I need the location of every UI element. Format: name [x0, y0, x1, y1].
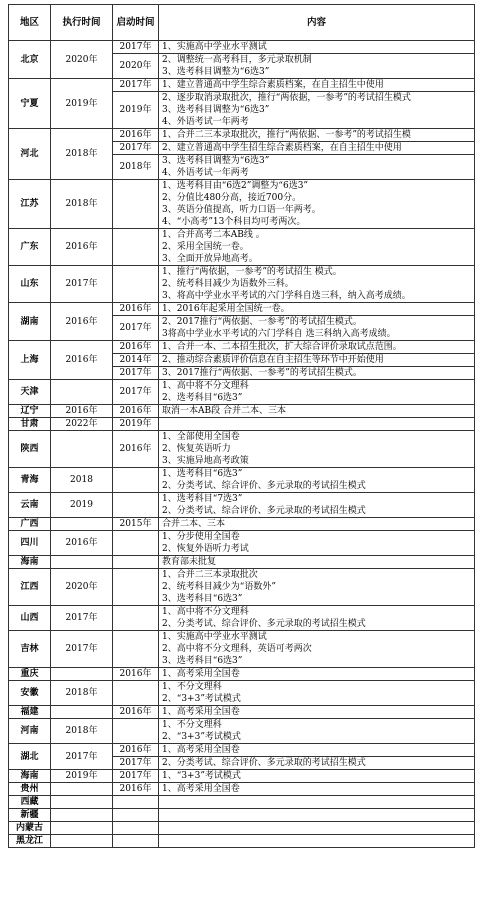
start-year-cell: 2017年 — [113, 142, 159, 155]
content-line: 1、高考采用全国卷 — [162, 784, 240, 794]
content-line: 1、合并高考二本AB线 。 — [162, 230, 265, 240]
content-line: 2、分值比480分高，接近700分。 — [162, 193, 302, 203]
content-cell — [159, 822, 475, 835]
table-row — [9, 41, 475, 54]
content-line — [162, 796, 472, 808]
start-year-cell: 2017年 — [113, 367, 159, 380]
table-row — [9, 822, 475, 835]
content-line: 2、采用全国统一卷。 — [162, 242, 249, 252]
exec-year-cell — [51, 431, 113, 468]
start-year-cell — [113, 631, 159, 668]
start-year-cell — [113, 556, 159, 569]
table-row — [9, 229, 475, 266]
region-cell: 陕西 — [9, 431, 51, 468]
content-cell — [159, 155, 475, 180]
content-line — [162, 835, 472, 847]
start-year-cell: 2020年 — [113, 54, 159, 79]
table-row — [9, 266, 475, 303]
start-year-cell: 2016年 — [113, 405, 159, 418]
region-cell: 辽宁 — [9, 405, 51, 418]
content-line: 1、不分文理科 — [162, 720, 222, 730]
start-year-cell: 2017年 — [113, 41, 159, 54]
exec-year-cell: 2019 — [51, 493, 113, 518]
content-line — [162, 809, 472, 821]
table-row — [9, 770, 475, 783]
table-row — [9, 744, 475, 757]
content-line: 1、选考科目由“6选2”调整为“6选3” — [162, 181, 309, 191]
content-line: 1、高中将不分文理科 — [162, 607, 249, 617]
region-cell: 河北 — [9, 129, 51, 180]
region-cell: 福建 — [9, 706, 51, 719]
content-cell — [159, 266, 475, 303]
region-cell: 西藏 — [9, 796, 51, 809]
header-row — [9, 5, 475, 41]
region-cell: 湖南 — [9, 303, 51, 341]
exec-year-cell: 2018年 — [51, 180, 113, 229]
start-year-cell: 2017年 — [113, 316, 159, 341]
content-line: 1、高中将不分文理科 — [162, 381, 249, 391]
content-line: 2、推动综合素质评价信息在自主招生等环节中开始使用 — [162, 355, 384, 365]
start-year-cell: 2016年 — [113, 744, 159, 757]
region-cell: 青海 — [9, 468, 51, 493]
content-cell — [159, 796, 475, 809]
content-line: 1、不分文理科 — [162, 682, 222, 692]
region-cell: 云南 — [9, 493, 51, 518]
region-cell: 安徽 — [9, 681, 51, 706]
content-line: 3、2017推行“两依据、一参考”的考试招生模式。 — [162, 368, 362, 378]
table-row — [9, 418, 475, 431]
content-line: 2、调整统一高考科目，多元录取机制 — [162, 55, 312, 65]
exec-year-cell: 2016年 — [51, 229, 113, 266]
content-cell — [159, 606, 475, 631]
region-cell: 北京 — [9, 41, 51, 79]
content-line — [162, 418, 472, 430]
content-line: 2、分类考试、综合评价、多元录取的考试招生模式 — [162, 758, 366, 768]
start-year-cell: 2016年 — [113, 783, 159, 796]
content-cell — [159, 706, 475, 719]
region-cell: 江西 — [9, 569, 51, 606]
content-cell — [159, 569, 475, 606]
exec-year-cell: 2017年 — [51, 606, 113, 631]
content-line: 1、选考科目“6选3” — [162, 469, 243, 479]
content-line: 3、选考科目“6选3” — [162, 594, 243, 604]
start-year-cell: 2016年 — [113, 341, 159, 354]
content-cell — [159, 518, 475, 531]
content-cell — [159, 809, 475, 822]
content-line: 3、英语分值提高，听力口语一年两考。 — [162, 205, 321, 215]
region-cell: 上海 — [9, 341, 51, 380]
content-line: 合并二本、三本 — [162, 519, 226, 529]
start-year-cell: 2015年 — [113, 518, 159, 531]
region-cell: 吉林 — [9, 631, 51, 668]
content-line: 1、合并一本、二本招生批次，扩大综合评价录取试点范围。 — [162, 342, 402, 352]
start-year-cell: 2016年 — [113, 129, 159, 142]
content-line: 1、合并二三本录取批次 — [162, 570, 258, 580]
region-cell: 河南 — [9, 719, 51, 744]
exec-year-cell: 2017年 — [51, 744, 113, 770]
start-year-cell: 2017年 — [113, 757, 159, 770]
header-content: 内容 — [159, 5, 475, 41]
table-row — [9, 341, 475, 354]
table-row — [9, 468, 475, 493]
table-row — [9, 79, 475, 92]
exec-year-cell: 2016年 — [51, 303, 113, 341]
exec-year-cell: 2018年 — [51, 129, 113, 180]
content-cell — [159, 681, 475, 706]
start-year-cell — [113, 468, 159, 493]
start-year-cell: 2016年 — [113, 706, 159, 719]
content-cell — [159, 468, 475, 493]
header-exec-year: 执行时间 — [51, 5, 113, 41]
content-line: 1、分步使用全国卷 — [162, 532, 240, 542]
exec-year-cell — [51, 809, 113, 822]
region-cell: 海南 — [9, 770, 51, 783]
content-cell — [159, 783, 475, 796]
content-line: 2、“3+3”考试模式 — [162, 732, 241, 742]
content-cell — [159, 92, 475, 129]
content-line: 3、选考科目调整为“6选3” — [162, 156, 270, 166]
start-year-cell: 2016年 — [113, 431, 159, 468]
content-line: 2、恢复外语听力考试 — [162, 544, 249, 554]
start-year-cell — [113, 266, 159, 303]
content-line: 2、分类考试、综合评价、多元录取的考试招生模式 — [162, 506, 366, 516]
table-row — [9, 719, 475, 744]
content-cell — [159, 770, 475, 783]
content-cell — [159, 405, 475, 418]
content-line: 2、建立普通高中学生招生综合素质档案，在自主招生中使用 — [162, 143, 402, 153]
content-line: 3将高中学业水平考试的六门学科自 选三科纳入高考成绩。 — [162, 329, 396, 339]
content-cell — [159, 354, 475, 367]
exec-year-cell: 2020年 — [51, 569, 113, 606]
content-line: 2、“3+3”考试模式 — [162, 694, 241, 704]
region-cell: 海南 — [9, 556, 51, 569]
content-line: 2、分类考试、综合评价、多元录取的考试招生模式 — [162, 619, 366, 629]
region-cell: 宁夏 — [9, 79, 51, 129]
table-row — [9, 796, 475, 809]
content-line: 3、选考科目调整为“6选3” — [162, 67, 270, 77]
gaokao-reform-table — [8, 4, 475, 848]
content-line: 3、将高中学业水平考试的六门学科自选三科，纳入高考成绩。 — [162, 291, 411, 301]
exec-year-cell: 2018 — [51, 468, 113, 493]
start-year-cell — [113, 835, 159, 848]
start-year-cell — [113, 606, 159, 631]
exec-year-cell — [51, 822, 113, 835]
content-cell — [159, 180, 475, 229]
exec-year-cell: 2016年 — [51, 405, 113, 418]
content-cell — [159, 79, 475, 92]
region-cell: 贵州 — [9, 783, 51, 796]
start-year-cell: 2017年 — [113, 79, 159, 92]
content-line: 2、分类考试、综合评价、多元录取的考试招生模式 — [162, 481, 366, 491]
table-row — [9, 405, 475, 418]
region-cell: 湖北 — [9, 744, 51, 770]
exec-year-cell: 2016年 — [51, 341, 113, 380]
start-year-cell: 2019年 — [113, 92, 159, 129]
content-cell — [159, 142, 475, 155]
exec-year-cell: 2019年 — [51, 770, 113, 783]
exec-year-cell: 2018年 — [51, 719, 113, 744]
table-row — [9, 303, 475, 316]
content-line: 4、外语考试一年两考 — [162, 168, 249, 178]
region-cell: 甘肃 — [9, 418, 51, 431]
start-year-cell — [113, 493, 159, 518]
exec-year-cell: 2018年 — [51, 681, 113, 706]
content-cell — [159, 380, 475, 405]
exec-year-cell — [51, 380, 113, 405]
content-line: 2、2017推行“两依据、一参考”的考试招生模式。 — [162, 317, 362, 327]
content-line: 3、实施异地高考政策 — [162, 456, 249, 466]
content-line: 1、实施高中学业水平测试 — [162, 42, 267, 52]
content-line: 3、选考科目“6选3” — [162, 656, 243, 666]
region-cell: 广西 — [9, 518, 51, 531]
region-cell: 天津 — [9, 380, 51, 405]
table-row — [9, 606, 475, 631]
region-cell: 内蒙古 — [9, 822, 51, 835]
content-line: 3、全面开放异地高考。 — [162, 254, 258, 264]
table-row — [9, 835, 475, 848]
content-cell — [159, 367, 475, 380]
start-year-cell: 2018年 — [113, 155, 159, 180]
table-row — [9, 518, 475, 531]
content-line: 1、合并二三本录取批次，推行“两依据、一参考”的考试招生模 — [162, 130, 411, 140]
content-line: 1、“3+3”考试模式 — [162, 771, 241, 781]
start-year-cell: 2019年 — [113, 418, 159, 431]
exec-year-cell — [51, 556, 113, 569]
content-cell — [159, 757, 475, 770]
content-line: 1、全部使用全国卷 — [162, 432, 240, 442]
table-row — [9, 809, 475, 822]
header-region: 地区 — [9, 5, 51, 41]
content-cell — [159, 556, 475, 569]
start-year-cell: 2016年 — [113, 668, 159, 681]
exec-year-cell: 2020年 — [51, 41, 113, 79]
start-year-cell — [113, 822, 159, 835]
start-year-cell — [113, 180, 159, 229]
exec-year-cell: 2017年 — [51, 631, 113, 668]
region-cell: 江苏 — [9, 180, 51, 229]
content-line: 1、推行“两依据，一参考”的考试招生 模式。 — [162, 267, 342, 277]
exec-year-cell — [51, 668, 113, 681]
content-line: 2、统考科目减少为语数外三科。 — [162, 279, 294, 289]
content-line: 取消一本AB段 合并二本、三本 — [162, 406, 286, 416]
content-cell — [159, 631, 475, 668]
content-line: 2、选考科目“6选3” — [162, 393, 243, 403]
content-cell — [159, 341, 475, 354]
start-year-cell: 2014年 — [113, 354, 159, 367]
content-line — [162, 822, 472, 834]
content-cell — [159, 668, 475, 681]
region-cell: 四川 — [9, 531, 51, 556]
content-line: 1、2016年起采用全国统一卷。 — [162, 304, 290, 314]
content-cell — [159, 229, 475, 266]
content-cell — [159, 835, 475, 848]
content-line: 1、高考采用全国卷 — [162, 745, 240, 755]
content-cell — [159, 431, 475, 468]
start-year-cell — [113, 809, 159, 822]
header-start-year: 启动时间 — [113, 5, 159, 41]
content-line: 4、“小高考”13个科目均可考两次。 — [162, 217, 306, 227]
content-line: 2、高中将不分文理科，英语可考两次 — [162, 644, 312, 654]
content-cell — [159, 316, 475, 341]
start-year-cell — [113, 796, 159, 809]
table-row — [9, 706, 475, 719]
content-line: 2、统考科目减少为“语数外” — [162, 582, 276, 592]
start-year-cell — [113, 531, 159, 556]
content-line: 2、恢复英语听力 — [162, 444, 231, 454]
region-cell: 山东 — [9, 266, 51, 303]
region-cell: 广东 — [9, 229, 51, 266]
table-body — [9, 41, 475, 848]
table-row — [9, 180, 475, 229]
table-row — [9, 556, 475, 569]
start-year-cell: 2016年 — [113, 303, 159, 316]
table-row — [9, 783, 475, 796]
exec-year-cell — [51, 835, 113, 848]
content-cell — [159, 418, 475, 431]
region-cell: 新疆 — [9, 809, 51, 822]
content-line: 4、外语考试一年两考 — [162, 117, 249, 127]
exec-year-cell: 2016年 — [51, 531, 113, 556]
exec-year-cell — [51, 796, 113, 809]
content-cell — [159, 744, 475, 757]
exec-year-cell — [51, 518, 113, 531]
table-row — [9, 681, 475, 706]
exec-year-cell — [51, 706, 113, 719]
content-line: 1、实施高中学业水平测试 — [162, 632, 267, 642]
table-row — [9, 631, 475, 668]
exec-year-cell — [51, 783, 113, 796]
content-cell — [159, 493, 475, 518]
table-row — [9, 431, 475, 468]
table-row — [9, 531, 475, 556]
start-year-cell: 2017年 — [113, 380, 159, 405]
region-cell: 重庆 — [9, 668, 51, 681]
content-cell — [159, 41, 475, 54]
content-line: 1、高考采用全国卷 — [162, 707, 240, 717]
exec-year-cell: 2017年 — [51, 266, 113, 303]
start-year-cell — [113, 569, 159, 606]
content-cell — [159, 129, 475, 142]
content-cell — [159, 54, 475, 79]
region-cell: 黑龙江 — [9, 835, 51, 848]
exec-year-cell: 2019年 — [51, 79, 113, 129]
content-line: 2、逐步取消录取批次，推行“两依据，一参考”的考试招生模式 — [162, 93, 411, 103]
start-year-cell: 2017年 — [113, 770, 159, 783]
content-cell — [159, 531, 475, 556]
exec-year-cell: 2022年 — [51, 418, 113, 431]
content-line: 3、选考科目调整为“6选3” — [162, 105, 270, 115]
table-row — [9, 129, 475, 142]
content-line: 1、选考科目“7选3” — [162, 494, 243, 504]
content-line: 1、建立普通高中学生综合素质档案，在自主招生中使用 — [162, 80, 384, 90]
start-year-cell — [113, 681, 159, 706]
start-year-cell — [113, 719, 159, 744]
content-cell — [159, 303, 475, 316]
region-cell: 山西 — [9, 606, 51, 631]
content-line: 教育部未批复 — [162, 557, 217, 567]
start-year-cell — [113, 229, 159, 266]
content-cell — [159, 719, 475, 744]
table-row — [9, 380, 475, 405]
table-row — [9, 493, 475, 518]
table-row — [9, 668, 475, 681]
content-line: 1、高考采用全国卷 — [162, 669, 240, 679]
table-row — [9, 569, 475, 606]
